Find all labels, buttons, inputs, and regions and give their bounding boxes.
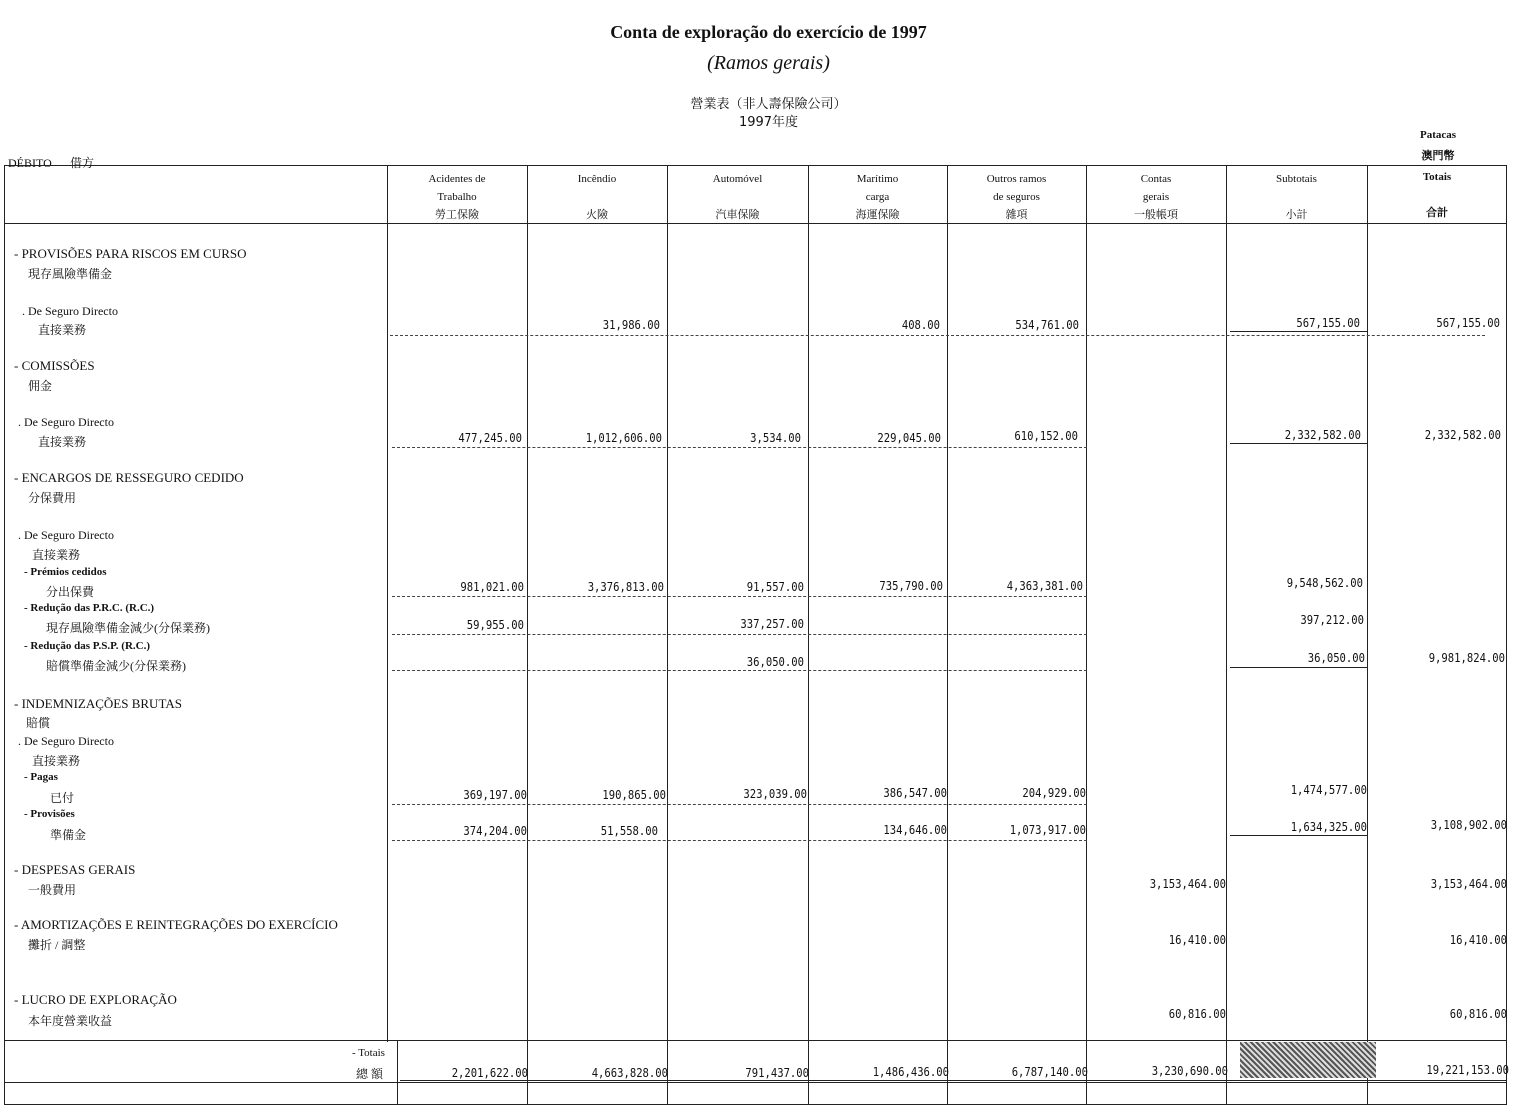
value-cell: 610,152.00 [1014,429,1078,443]
row-despesas-label: - DESPESAS GERAIS [14,862,136,877]
value-cell: 323,039.00 [743,787,807,801]
value-cell: 36,050.00 [746,655,804,669]
subtotal-rule [1230,835,1367,836]
row-pagas-label: - Pagas [24,771,58,783]
value-cell: 981,021.00 [460,580,524,594]
row-comissoes-direct-cn: 直接業務 [38,435,87,449]
value-cell: 567,155.00 [1436,316,1500,330]
row-comissoes-direct: . De Seguro Directo [18,415,114,429]
subtotal-rule [1230,667,1367,668]
value-cell: 9,548,562.00 [1286,576,1363,590]
debit-label-cn: 借方 [70,156,95,170]
value-cell: 567,155.00 [1296,316,1360,330]
page-title: Conta de exploração do exercício de 1997 [610,22,927,42]
row-indemnizacoes-direct: . De Seguro Directo [18,734,114,748]
row-lucro-label: - LUCRO DE EXPLORAÇÃO [14,992,177,1007]
totals-bottom-divider [4,1082,1507,1083]
value-cell: 2,201,622.00 [451,1066,528,1080]
value-cell: 1,474,577.00 [1290,783,1367,797]
value-cell: 190,865.00 [602,788,666,802]
col-header-totais: Totais 合計 [1422,171,1452,219]
totals-divider [4,1040,1507,1041]
col-header-incendio: Incêndio 火險 [577,173,617,221]
value-cell: 3,534.00 [750,431,801,445]
row-encargos-cn: 分保費用 [28,491,77,505]
value-cell: 477,245.00 [458,431,522,445]
col-header-outros: Outros ramos de seguros 雜項 [986,173,1047,221]
row-underline [392,447,1087,448]
value-cell: 2,332,582.00 [1284,428,1361,442]
col-divider [808,165,809,1105]
col-header-automovel: Automóvel 汽車保險 [712,173,763,221]
col-header-contas-gerais: Contas gerais 一般帳項 [1134,173,1178,221]
value-cell: 735,790.00 [879,579,943,593]
value-cell: 1,073,917.00 [1009,823,1086,837]
value-cell: 9,981,824.00 [1428,651,1505,665]
row-amortizacoes-label: - AMORTIZAÇÕES E REINTEGRAÇÕES DO EXERCÍCIO [14,917,338,932]
value-cell: 534,761.00 [1015,318,1079,332]
value-cell: 3,108,902.00 [1430,818,1507,832]
col-header-acidentes: Acidentes de Trabalho 勞工保險 [428,173,486,221]
chinese-title: 營業表（非人壽保險公司） [690,97,847,112]
value-cell: 3,230,690.00 [1151,1064,1228,1078]
currency-label-cn: 澳門幣 [1421,150,1455,162]
value-cell: 204,929.00 [1022,786,1086,800]
col-header-maritimo: Marítimo carga 海運保險 [855,173,900,221]
row-underline [390,335,1485,336]
value-cell: 6,787,140.00 [1011,1065,1088,1079]
row-provisoes-cn: 現存風險準備金 [28,267,113,281]
value-cell: 19,221,153.00 [1426,1063,1509,1077]
value-cell: 16,410.00 [1168,933,1226,947]
subtotal-rule [1230,331,1367,332]
value-cell: 3,376,813.00 [587,580,664,594]
page-subtitle: (Ramos gerais) [707,52,830,74]
value-cell: 16,410.00 [1449,933,1507,947]
value-cell: 3,153,464.00 [1430,877,1507,891]
row-encargos-direct: . De Seguro Directo [18,528,114,542]
value-cell: 408.00 [901,318,940,332]
debit-label: DÉBITO [8,156,52,170]
value-cell: 791,437.00 [745,1066,809,1080]
row-indemnizacoes-cn: 賠償 [26,716,51,730]
value-cell: 2,332,582.00 [1424,428,1501,442]
value-cell: 60,816.00 [1168,1007,1226,1021]
value-cell: 36,050.00 [1307,651,1365,665]
row-comissoes-label: - COMISSÕES [14,358,95,373]
row-totais-label: - Totais [352,1047,385,1059]
row-prc-label: - Redução das P.R.C. (R.C.) [24,602,155,614]
col-divider [947,165,948,1105]
value-cell: 59,955.00 [466,618,524,632]
totals-subtotal-shaded [1240,1042,1376,1078]
row-lucro-cn: 本年度營業收益 [28,1014,113,1028]
currency-label: Patacas [1419,129,1457,141]
row-underline [392,840,1087,841]
row-totais-cn: 總 額 [356,1067,384,1081]
value-cell: 374,204.00 [463,824,527,838]
value-cell: 4,663,828.00 [591,1066,668,1080]
row-underline [392,634,1087,635]
row-underline [392,670,1087,671]
row-comissoes-cn: 佣金 [28,379,53,393]
row-provisoes-direct: . De Seguro Directo [22,304,118,318]
row-psp-cn: 賠償準備金減少(分保業務) [46,659,186,673]
row-underline [392,804,1087,805]
row-provisoes-label: - PROVISÕES PARA RISCOS EM CURSO [14,246,247,261]
value-cell: 91,557.00 [746,580,804,594]
value-cell: 1,486,436.00 [872,1065,949,1079]
value-cell: 337,257.00 [740,617,804,631]
value-cell: 60,816.00 [1449,1007,1507,1021]
col-divider [397,1040,398,1105]
subtotal-rule [1230,443,1367,444]
col-divider [387,165,388,1042]
chinese-year: 1997年度 [738,115,799,130]
col-divider [1367,165,1368,1105]
value-cell: 369,197.00 [463,788,527,802]
value-cell: 134,646.00 [883,823,947,837]
row-indemnizacoes-label: - INDEMNIZAÇÕES BRUTAS [14,696,182,711]
value-cell: 31,986.00 [602,318,660,332]
row-provisoes-sub-label: - Provisões [24,808,75,820]
value-cell: 3,153,464.00 [1149,877,1226,891]
value-cell: 386,547.00 [883,786,947,800]
row-encargos-label: - ENCARGOS DE RESSEGURO CEDIDO [14,470,244,485]
value-cell: 229,045.00 [877,431,941,445]
row-underline [392,596,1087,597]
value-cell: 1,634,325.00 [1290,820,1367,834]
value-cell: 1,012,606.00 [585,431,662,445]
row-despesas-cn: 一般費用 [28,883,77,897]
row-indemnizacoes-direct-cn: 直接業務 [32,754,81,768]
row-pagas-cn: 已付 [50,791,75,805]
value-cell: 397,212.00 [1300,613,1364,627]
row-encargos-direct-cn: 直接業務 [32,548,81,562]
col-divider [1086,165,1087,1105]
row-amortizacoes-cn: 攤折 / 調整 [28,938,86,952]
row-psp-label: - Redução das P.S.P. (R.C.) [24,640,151,652]
col-divider [1226,165,1227,1105]
row-provisoes-direct-cn: 直接業務 [38,323,87,337]
row-prc-cn: 現存風險準備金減少(分保業務) [46,621,210,635]
col-divider [667,165,668,1105]
row-premios-cn: 分出保費 [46,585,95,599]
row-premios-label: - Prémios cedidos [24,566,107,578]
value-cell: 51,558.00 [600,824,658,838]
col-header-subtotais: Subtotais 小計 [1276,173,1317,221]
value-cell: 4,363,381.00 [1006,579,1083,593]
totals-underline [400,1080,1507,1081]
accounts-table [4,165,1507,1105]
col-divider [527,165,528,1105]
row-provisoes-sub-cn: 準備金 [50,828,87,842]
